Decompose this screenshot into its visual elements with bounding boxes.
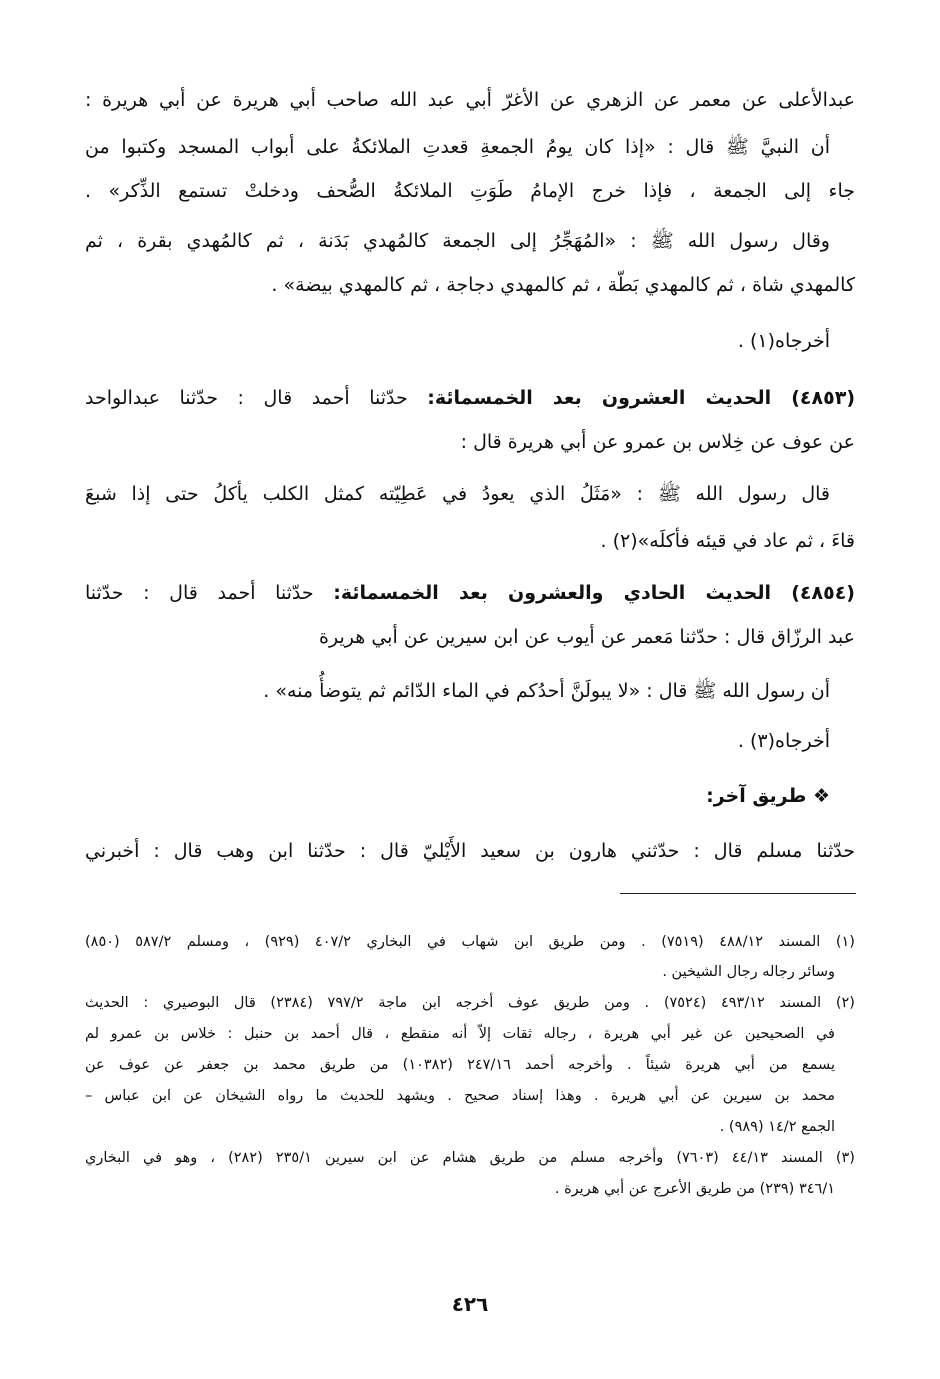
text-line: عبدالأعلى عن معمر عن الزهري عن الأغرّ أبي عبد الله صاحب أبي هريرة عن أبي هريرة : [85,89,855,111]
page-number: ٤٢٦ [451,1292,489,1316]
footnote-line: الجمع ١٤/٢ (٩٨٩) . [719,1119,835,1135]
heading-rest: حدّثنا أحمد قال : حدّثنا عبدالواحد [85,387,428,409]
text-line: أن رسول الله ﷺ قال : «لا يبولَنَّ أحدُكم في الماء الدّائم ثم يتوضأُ منه» . [263,680,830,702]
footnote-line: في الصحيحين عن غير أبي هريرة ، رجاله ثقات إلاّ أنه منقطع ، قال أحمد بن حنبل : خلاس بن عمرو لم [85,1026,835,1042]
text-line: عبد الرزّاق قال : حدّثنا مَعمر عن أيوب عن ابن سيرين عن أبي هريرة [319,626,855,648]
footnote-line: ٣٤٦/١ (٢٣٩) من طريق الأعرج عن أبي هريرة . [554,1181,835,1197]
heading-title: (٤٨٥٣) الحديث العشرون بعد الخمسمائة: [427,387,855,409]
text-line: قاءَ ، ثم عاد في قيئه فأكلَه»(٢) . [600,530,855,552]
text-line: أخرجاه(١) . [737,330,830,352]
heading-title: (٤٨٥٤) الحديث الحادي والعشرون بعد الخمسمائة: [333,582,855,604]
text-line: وقال رسول الله ﷺ : «المُهَجِّرُ إلى الجمعة كالمُهدي بَدَنة ، ثم كالمُهدي بقرة ، ثم [85,230,830,252]
footnote-line: يسمع من أبي هريرة شيئاً . وأخرجه أحمد ٢٤٧/١٦ (١٠٣٨٢) من طريق محمد بن جعفر عن عوف عن [85,1057,835,1073]
footnote-line: محمد بن سيرين عن أبي هريرة . وهذا إسناد صحيح . ويشهد للحديث ما رواه الشيخان عن ابن عباس – [85,1088,835,1104]
footnote-line: (٢) المسند ٤٩٣/١٢ (٧٥٢٤) . ومن طريق عوف أخرجه ابن ماجة ٧٩٧/٢ (٢٣٨٤) قال البوصيري : الحديث [85,995,855,1011]
text-line: قال رسول الله ﷺ : «مَثَلُ الذي يعودُ في عَطِيّته كمثل الكلب يأكلُ حتى إذا شبعَ [85,483,830,505]
text-line: أخرجاه(٣) . [737,730,830,752]
hadith-heading-4854 [85,578,855,608]
text-line: عن عوف عن خِلاس بن عمرو عن أبي هريرة قال : [460,431,855,453]
footnote-divider [620,893,856,894]
hadith-heading-4853 [85,383,855,413]
text-line: جاء إلى الجمعة ، فإذا خرج الإمامُ طَوَتِ الملائكةُ الصُّحف ودخلتْ تستمع الذِّكر» . [85,180,855,202]
footnote-line: (٣) المسند ٤٤/١٣ (٧٦٠٣) وأخرجه مسلم من طريق هشام عن ابن سيرين ٢٣٥/١ (٢٨٢) ، وهو في البخاري [85,1150,855,1166]
footnote-line: (١) المسند ٤٨٨/١٢ (٧٥١٩) . ومن طريق ابن شهاب في البخاري ٤٠٧/٢ (٩٢٩) ، ومسلم ٥٨٧/٢ (٨٥٠) [85,934,855,950]
heading-rest: حدّثنا أحمد قال : حدّثنا [85,582,334,604]
footnote-line: وسائر رجاله رجال الشيخين . [662,964,835,980]
text-line: أن النبيَّ ﷺ قال : «إذا كان يومُ الجمعةِ قعدتِ الملائكةُ على أبواب المسجد وكتبوا من [85,136,830,158]
another-chain-heading: ❖ طريق آخر: [706,785,830,807]
text-line: كالمهدي شاة ، ثم كالمهدي بَطّة ، ثم كالمهدي دجاجة ، ثم كالمهدي بيضة» . [271,274,855,296]
text-line: حدّثنا مسلم قال : حدّثني هارون بن سعيد الأَيْليّ قال : حدّثنا ابن وهب قال : أخبرني [85,840,855,862]
